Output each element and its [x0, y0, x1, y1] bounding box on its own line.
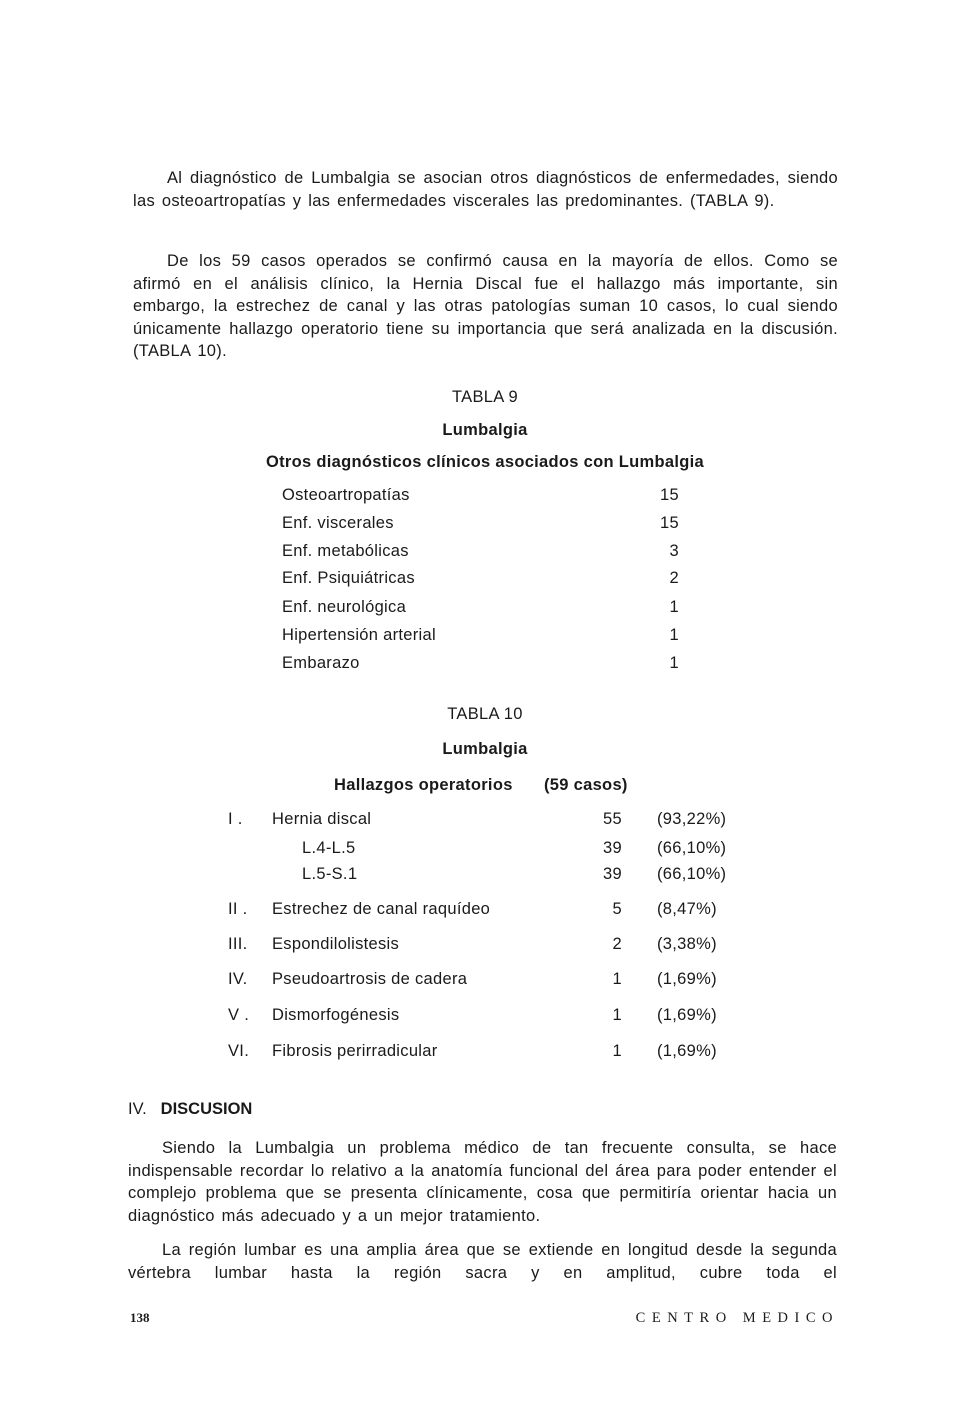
row-label: Embarazo [282, 654, 360, 672]
row-label: L.5-S.1 [302, 865, 358, 883]
tabla-10-subtitle: Hallazgos operatorios [334, 776, 513, 794]
tabla-10-subtitle-count: (59 casos) [544, 776, 628, 794]
row-number: III. [228, 935, 248, 953]
row-count: 2 [612, 935, 622, 953]
row-count: 1 [612, 1006, 622, 1024]
intro-paragraph-1: Al diagnóstico de Lumbalgia se asocian otros diagnósticos de enfermedades, siendo las osteoartropatías y las enfermedades viscerales las predominantes. (TABLA 9). [133, 169, 838, 210]
table-row [282, 626, 682, 650]
table-row [228, 935, 738, 959]
row-percent: (1,69%) [657, 1042, 717, 1060]
section-number: IV. [128, 1100, 147, 1118]
table-row [282, 598, 682, 622]
row-percent: (3,38%) [657, 935, 717, 953]
tabla-9-subtitle: Otros diagnósticos clínicos asociados con Lumbalgia [266, 453, 704, 471]
table-row [282, 486, 682, 510]
row-count: 5 [612, 900, 622, 918]
discussion-paragraph-2: La región lumbar es una amplia área que se extiende en longitud desde la segunda vértebra lumbar hasta la región sacra y en amplitud, cubre toda el [128, 1241, 837, 1282]
table-row [228, 900, 738, 924]
row-number: I . [228, 810, 243, 828]
tabla-10-subtitle-line [334, 776, 628, 795]
row-label: Fibrosis perirradicular [272, 1042, 438, 1060]
section-heading [128, 1100, 252, 1119]
row-label: Hernia discal [272, 810, 372, 828]
row-number: IV. [228, 970, 248, 988]
row-value: 15 [660, 486, 679, 504]
row-label: L.4-L.5 [302, 839, 356, 857]
row-count: 39 [603, 839, 622, 857]
table-row [282, 542, 682, 566]
discussion-paragraph-1: Siendo la Lumbalgia un problema médico de tan frecuente consulta, se hace indispensable recordar lo relativo a la anatomía funcional del área para poder entender el complejo problema que se presenta clínicamente, cosa que permitiría orientar hacia un diagnóstico más adecuado y a un mejor tratamiento. [128, 1139, 837, 1225]
row-value: 1 [669, 654, 679, 672]
table-row [228, 839, 738, 863]
row-count: 1 [612, 1042, 622, 1060]
row-value: 2 [669, 569, 679, 587]
row-number: V . [228, 1006, 250, 1024]
tabla-9-title: Lumbalgia [442, 421, 528, 439]
tabla-10-title: Lumbalgia [442, 740, 528, 758]
row-label: Osteoartropatías [282, 486, 410, 504]
table-row [282, 569, 682, 593]
row-label: Enf. viscerales [282, 514, 394, 532]
row-percent: (8,47%) [657, 900, 717, 918]
row-number: VI. [228, 1042, 250, 1060]
table-row [228, 970, 738, 994]
table-row [228, 865, 738, 889]
table-row [282, 654, 682, 678]
row-count: 55 [603, 810, 622, 828]
row-label: Enf. neurológica [282, 598, 407, 616]
row-label: Estrechez de canal raquídeo [272, 900, 491, 918]
row-value: 1 [669, 598, 679, 616]
row-value: 3 [669, 542, 679, 560]
table-row [228, 1006, 738, 1030]
row-value: 15 [660, 514, 679, 532]
tabla-9-heading: TABLA 9 [452, 388, 518, 406]
journal-title: CENTRO MEDICO [635, 1310, 839, 1326]
row-value: 1 [669, 626, 679, 644]
row-percent: (1,69%) [657, 970, 717, 988]
row-label: Dismorfogénesis [272, 1006, 400, 1024]
row-label: Pseudoartrosis de cadera [272, 970, 468, 988]
tabla-10-heading: TABLA 10 [447, 705, 523, 723]
row-label: Espondilolistesis [272, 935, 400, 953]
row-percent: (66,10%) [657, 839, 727, 857]
section-title: DISCUSION [160, 1100, 253, 1118]
page-number: 138 [130, 1310, 150, 1325]
table-row [228, 810, 738, 834]
row-number: II . [228, 900, 248, 918]
row-label: Enf. Psiquiátricas [282, 569, 415, 587]
row-percent: (66,10%) [657, 865, 727, 883]
row-count: 39 [603, 865, 622, 883]
table-row [282, 514, 682, 538]
intro-paragraph-2: De los 59 casos operados se confirmó causa en la mayoría de ellos. Como se afirmó en el análisis clínico, la Hernia Discal fue el hallazgo más importante, sin embargo, la estrechez de canal y las otras patologías suman 10 casos, lo cual siendo únicamente hallazgo operatorio tiene su importancia que será analizada en la discusión. (TABLA 10). [133, 252, 838, 360]
row-label: Hipertensión arterial [282, 626, 436, 644]
row-label: Enf. metabólicas [282, 542, 409, 560]
row-percent: (1,69%) [657, 1006, 717, 1024]
row-percent: (93,22%) [657, 810, 727, 828]
table-row [228, 1042, 738, 1066]
row-count: 1 [612, 970, 622, 988]
